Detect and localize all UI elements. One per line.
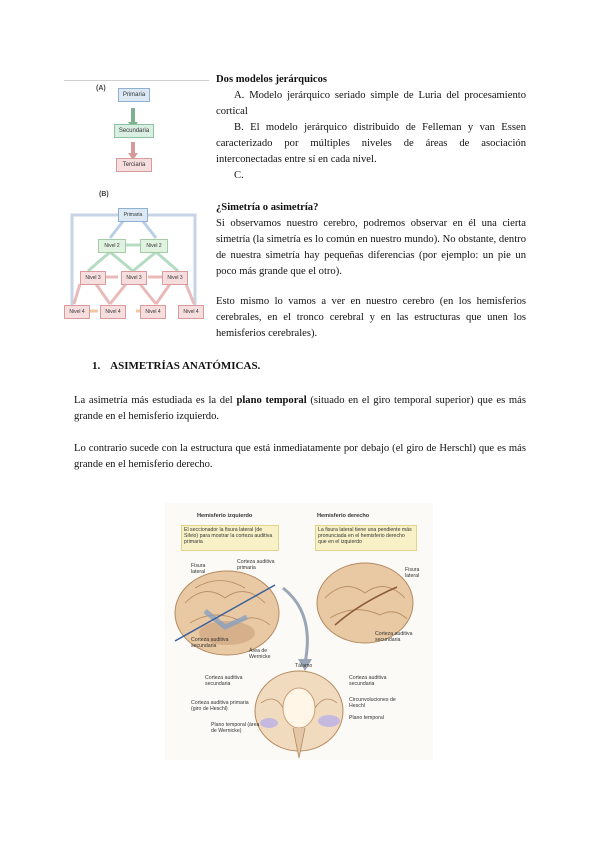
models-title: Dos modelos jerárquicos	[216, 74, 328, 85]
left-note-text: El seccionador la fisura lateral (de Silvio) para mostrar la corteza auditiva primaria	[184, 527, 273, 545]
label-fisura-lateral-left: Fisura lateral	[191, 563, 206, 575]
box-primaria-a: Primaria	[118, 88, 150, 102]
label-corteza-primaria: Corteza auditiva primaria	[237, 559, 275, 571]
label-slice-plano-left: Plano temporal (área de Wernicke)	[211, 722, 260, 734]
left-hemisphere-title: Hemisferio izquierdo	[197, 513, 253, 519]
box-nivel4-a: Nivel 4	[64, 305, 90, 319]
section-title: ASIMETRÍAS ANATÓMICAS.	[110, 360, 261, 372]
section-number: 1.	[92, 360, 101, 372]
label-slice-secundaria-right: Corteza auditiva secundaria	[349, 675, 387, 687]
box-nivel3-b: Nivel 3	[121, 271, 147, 285]
label-slice-primaria-left: Corteza auditiva primaria (giro de Heschl)	[191, 700, 249, 712]
box-secundaria-a: Secundaria	[114, 124, 154, 138]
section-heading	[92, 360, 260, 372]
box-terciaria-a: Terciaria	[116, 158, 152, 172]
label-corteza-secundaria-right: Corteza auditiva secundaria	[375, 631, 413, 643]
anatomical-text-before: La asimetría más estudiada es la del	[74, 395, 237, 406]
symmetry-block	[216, 200, 526, 342]
figure-label-b: (B)	[99, 191, 109, 198]
model-a-text: A. Modelo jerárquico seriado simple de Luria del procesamiento cortical	[216, 90, 526, 117]
box-nivel4-c: Nivel 4	[140, 305, 166, 319]
box-nivel2-b: Nivel 2	[140, 239, 168, 253]
label-corteza-secundaria-left: Corteza auditiva secundaria	[191, 637, 229, 649]
model-c-text: C.	[234, 170, 244, 181]
box-nivel4-d: Nivel 4	[178, 305, 204, 319]
symmetry-paragraph-1: Si observamos nuestro cerebro, podremos observar en él una cierta simetría (la simetría es lo común en nuestro mundo). No obstante, dentro de nuestra simetría hay pequeñas diferencias (por ejemplo: un pie un poco más grande que el otro).	[216, 218, 526, 277]
models-block	[216, 72, 526, 184]
brain-asymmetry-figure	[165, 503, 433, 760]
hierarchy-arrows	[60, 80, 220, 330]
label-slice-plano-right: Plano temporal	[349, 715, 384, 721]
box-nivel2-a: Nivel 2	[98, 239, 126, 253]
label-slice-circunvoluciones: Circunvoluciones de Heschl	[349, 697, 396, 709]
anatomical-paragraph-2: Lo contrario sucede con la estructura que está inmediatamente por debajo (el giro de Herschl) que es más grande en el hemisferio derecho.	[74, 443, 526, 470]
model-b-text: B. El modelo jerárquico distribuido de Felleman y van Essen caracterizado por múltiples niveles de áreas de asociación interconectadas entre sí en cada nivel.	[216, 122, 526, 165]
label-slice-secundaria-left: Corteza auditiva secundaria	[205, 675, 243, 687]
symmetry-title: ¿Simetría o asimetría?	[216, 202, 319, 213]
symmetry-paragraph-2: Esto mismo lo vamos a ver en nuestro cerebro (en los hemisferios cerebrales, en el tronco cerebral y en las estructuras que unen los hemisferios cerebrales).	[216, 296, 526, 339]
right-note-text: La fisura lateral tiene una pendiente más pronunciada en el hemisferio derecho que en el izquierdo	[318, 527, 412, 545]
anatomical-text-after: (situado en el giro temporal superior) que es más grande en el hemisferio izquierdo.	[74, 395, 526, 422]
figure-label-a: (A)	[96, 85, 106, 92]
label-talamo: Tálamo	[295, 663, 313, 669]
box-nivel4-b: Nivel 4	[100, 305, 126, 319]
label-area-wernicke: Área de Wernicke	[249, 648, 271, 660]
right-hemisphere-title: Hemisferio derecho	[317, 513, 370, 519]
plano-temporal-term: plano temporal	[236, 395, 307, 406]
label-fisura-lateral-right: Fisura lateral	[405, 567, 420, 579]
anatomical-paragraph-1	[74, 393, 526, 425]
box-primaria-b: Primaria	[118, 208, 148, 222]
box-nivel3-a: Nivel 3	[80, 271, 106, 285]
box-nivel3-c: Nivel 3	[162, 271, 188, 285]
